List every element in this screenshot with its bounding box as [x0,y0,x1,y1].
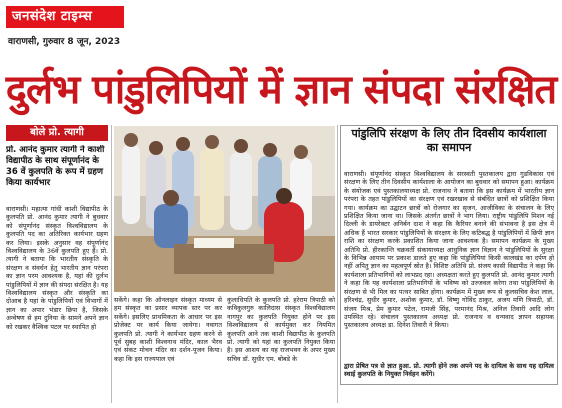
article-column-1: वाराणसी। महात्मा गांधी काशी विद्यापीठ के कुलपति प्रो. आनंद कुमार त्यागी ने बुधवार को संपूर्णानंद संस्कृत विश्वविद्यालय के कुलपति पद का अतिरिक्त कार्यभार ग्रहण कर लिया। इसके अनुसार वह संपूर्णानंद विश्वविद्यालय के 36वें कुलपति हुए हैं। प्रो. त्यागी ने बताया कि भारतीय संस्कृति के संरक्षण व संवर्धन हेतु भारतीय ज्ञान परंपरा का ज्ञान परम आवश्यक है, यहां की दुर्लभ पांडुलिपियों में ज्ञान की संपदा संरक्षित है। यह विश्वविद्यालय संस्कृत और संस्कृति का दोआब है यहां के पांडुलिपियों एवं विभागों में ज्ञान का अपार भंडार छिपा है, जिसके अन्वेषण से हम दुनिया के सामने अपने ज्ञान को रखकर वैश्विक पटल पर स्थापित हो [6,205,108,331]
byline-badge: बोले प्रो. त्यागी [6,125,108,141]
article-column-3: कुलाधिपति के कुलपति प्रो. हरेराम त्रिपाठी को कविकुलगुरु कालिदास संस्कृत विश्वविद्यालय नागपुर का कुलपति नियुक्त होने पर इस विश्वविद्यालय से कार्यमुक्त कर नियमित कुलपति आने तक काशी विद्यापीठ के कुलपति प्रो. त्यागी को यहां का कुलपति नियुक्त किया है। इस आशय का यह राजभवन के अपर मुख्य सचिव डॉ. सुधीर एम. बोबडे के [227,296,335,363]
column-divider [337,125,338,403]
intro-deck: प्रो. आनंद कुमार त्यागी ने काशी विद्यापीठ के साथ संपूर्णानंद के 36 वें कुलपति के रूप में ग्रहण किया कार्यभार [6,145,105,188]
sidebar-footer: द्वारा प्रेषित पत्र से ज्ञात हुआ. प्रो. त्यागी होने तक अपने पद के दायित्व के साथ यह दायित्व स्थाई कुलपति के नियुक्त निर्वहन करेंगे। [344,362,554,379]
sidebar-text: वाराणसी। संपूर्णानंद संस्कृत विश्वविद्यालय के सरस्वती पुस्तकालय द्वारा गुडविकास एवं संरक्षण के लिए तीन दिवसीय कार्यशाला के आयोजन का बुधवार को समापन हुआ। कार्यक्रम के संयोजक एवं पुस्तकालयाध्यक्ष प्रो. राजनाथ ने बताया कि इस कार्यक्रम में भारतीय ज्ञान परंपरा के तहत पांडुलिपियों का संरक्षण एवं रखरखाव से संबंधित छात्रों को प्रशिक्षित किया गया। कार्यक्रम का उद्घाटन छात्रों को रोजगार का सृजन, आजीविका के संचालन के लिए प्रशिक्षित किया जाना था। जिसके अंतर्गत छात्रों ने भाग लिया। राष्ट्रीय पांडुलिपि मिशन नई दिल्ली के डायरेक्टर अनिर्बन दाश ने कहा कि कैरियर बनाने की संभावना है इस क्षेत्र में अधिक हैं भारत सरकार पांडुलिपियों के संरक्षण के लिए कटिबद्ध है पांडुलिपियों में छिपी ज्ञान राशि का संरक्षण करके प्रकाशित किया जाना आवश्यक है। समापन कार्यक्रम के मुख्य अतिथि प्रो. हीरकान्ति चक्रवर्ती संकायाध्यक्ष आधुनिक ज्ञान विज्ञान ने पांडुलिपियों के सुरक्षा के विभिन्न आयाम पर प्रकाश डालते हुए कहा कि पांडुलिपियां किसी कालखंड का दर्पण हो नहीं अपितु ज्ञान का महत्वपूर्ण स्रोत है। विशिष्ट अतिथि प्रो. संजय कासी विद्यापीठ ने कहा कि कार्यशाला प्रतिभागियों को लाभप्रद रहा। अध्यक्षता करते हुए कुलपति प्रो. आनंद कुमार त्यागी ने कहा कि यह कार्यशाला प्रतिभागियों के भविष्य को उज्जवल करेगा तथा पांडुलिपियों के संरक्षण से भी मिल का पत्थर साबित होगा। कार्यक्रम में मुख्य रूप से कुलसचिव केश लाल, हरिश्चंद्र, सुधीर कुमार, अशोक कुमार, डॉ. विष्णु गोविंद ठाकुर, अजय मणि त्रिपाठी, डॉ. संजय मिश्र, प्रेम कुमार पटेल, रामजी सिंह, परमानंद मिश्र, अनिल तिवारी आदि लोग उपस्थित रहे। संचालन पुस्तकालय अध्यक्ष प्रो. राजनाथ व धन्यवाद ज्ञापन सहायक पुस्तकालय अध्यक्ष डा. दिनेश तिवारी ने किया। [344,170,554,330]
sidebar-body [344,170,554,382]
news-photo [114,126,335,292]
dateline: वाराणसी, गुरुवार 8 जून, 2023 [8,37,121,47]
article-column-2: सकेंगे। कहा कि ऑनलाइन संस्कृत माध्यम से हम संस्कृत का प्रसार व्यापक स्तर पर कर सकेंगे। इसलिए प्राथमिकता के आधार पर इस प्रोजेक्ट पर कार्य किया जायेगा। नवागत कुलपति प्रो. त्यागी ने कार्यभार ग्रहण करने से पूर्व सुबह काशी विश्वनाथ मंदिर, काल भैरव एवं संकट मोचन मंदिर का दर्शन-पूजन किया। कहा कि इस राज्यपाल एवं [114,296,222,363]
masthead [0,0,562,32]
photo-illustration [114,126,335,292]
newspaper-logo: जनसंदेश टाइम्स [6,6,124,28]
page-headline: दुर्लभ पांडुलिपियों में ज्ञान संपदा संरक्षित [5,67,557,113]
sidebar-heading: पांडुलिपि संरक्षण के लिए तीन दिवसीय कार्यशाला का समापन [351,127,547,154]
column-divider [111,125,112,403]
